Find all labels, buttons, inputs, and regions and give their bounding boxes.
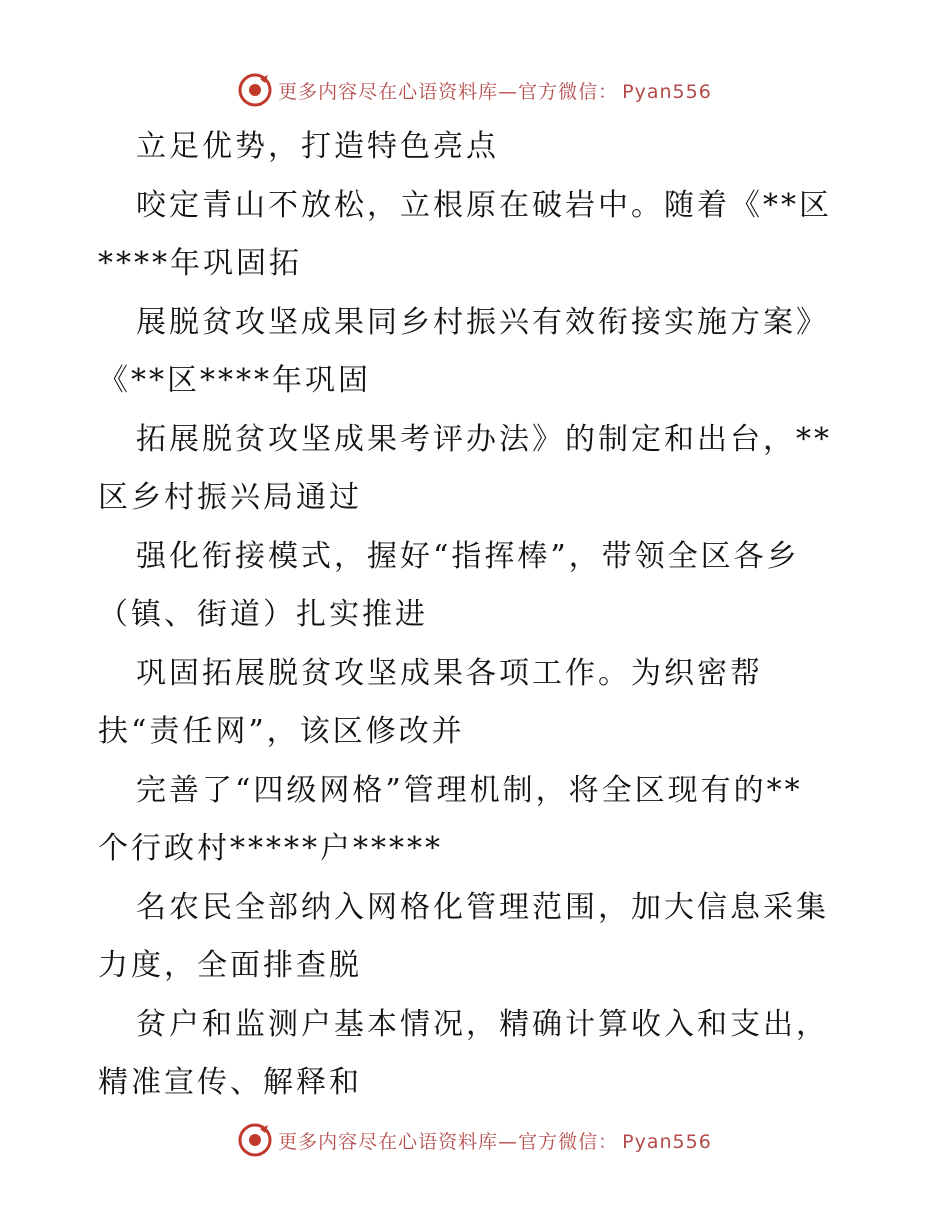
document-line: （镇、街道）扎实推进 (98, 597, 428, 632)
document-line: 完善了“四级网格”管理机制，将全区现有的** (136, 772, 803, 808)
watermark-wechat-id: Pyan556 (622, 80, 712, 103)
document-line: 精准宣传、解释和 (98, 1065, 362, 1100)
document-line: 区乡村振兴局通过 (98, 480, 362, 515)
document-line: 名农民全部纳入网格化管理范围，加大信息采集 (136, 889, 829, 925)
document-line: 扶“责任网”，该区修改并 (98, 714, 465, 749)
document-line: 力度，全面排查脱 (98, 948, 362, 983)
watermark-wechat-id: Pyan556 (622, 1130, 712, 1153)
document-line: 贫户和监测户基本情况，精确计算收入和支出， (136, 1006, 829, 1042)
watermark-text (278, 1127, 712, 1154)
document-line: 巩固拓展脱贫攻坚成果各项工作。为织密帮 (136, 655, 763, 691)
document-line: 立足优势，打造特色亮点 (136, 129, 499, 164)
watermark-text (278, 77, 712, 104)
document-line: 《**区****年巩固 (98, 363, 371, 398)
watermark-slogan: 更多内容尽在心语资料库—官方微信： (278, 80, 619, 103)
watermark-banner-top (0, 70, 950, 110)
watermark-banner-bottom (0, 1120, 950, 1160)
document-line: 拓展脱贫攻坚成果考评办法》的制定和出台，** (136, 421, 832, 457)
document-line: 展脱贫攻坚成果同乡村振兴有效衔接实施方案》 (136, 304, 829, 340)
document-line: 强化衔接模式，握好“指挥棒”，带领全区各乡 (136, 538, 800, 574)
brand-logo-icon (238, 1123, 272, 1157)
document-line: ****年巩固拓 (98, 246, 302, 281)
document-line: 咬定青山不放松，立根原在破岩中。随着《**区 (136, 187, 832, 223)
watermark-slogan: 更多内容尽在心语资料库—官方微信： (278, 1130, 619, 1153)
brand-logo-icon (238, 73, 272, 107)
document-body (98, 118, 858, 1113)
document-line: 个行政村*****户***** (98, 831, 443, 866)
